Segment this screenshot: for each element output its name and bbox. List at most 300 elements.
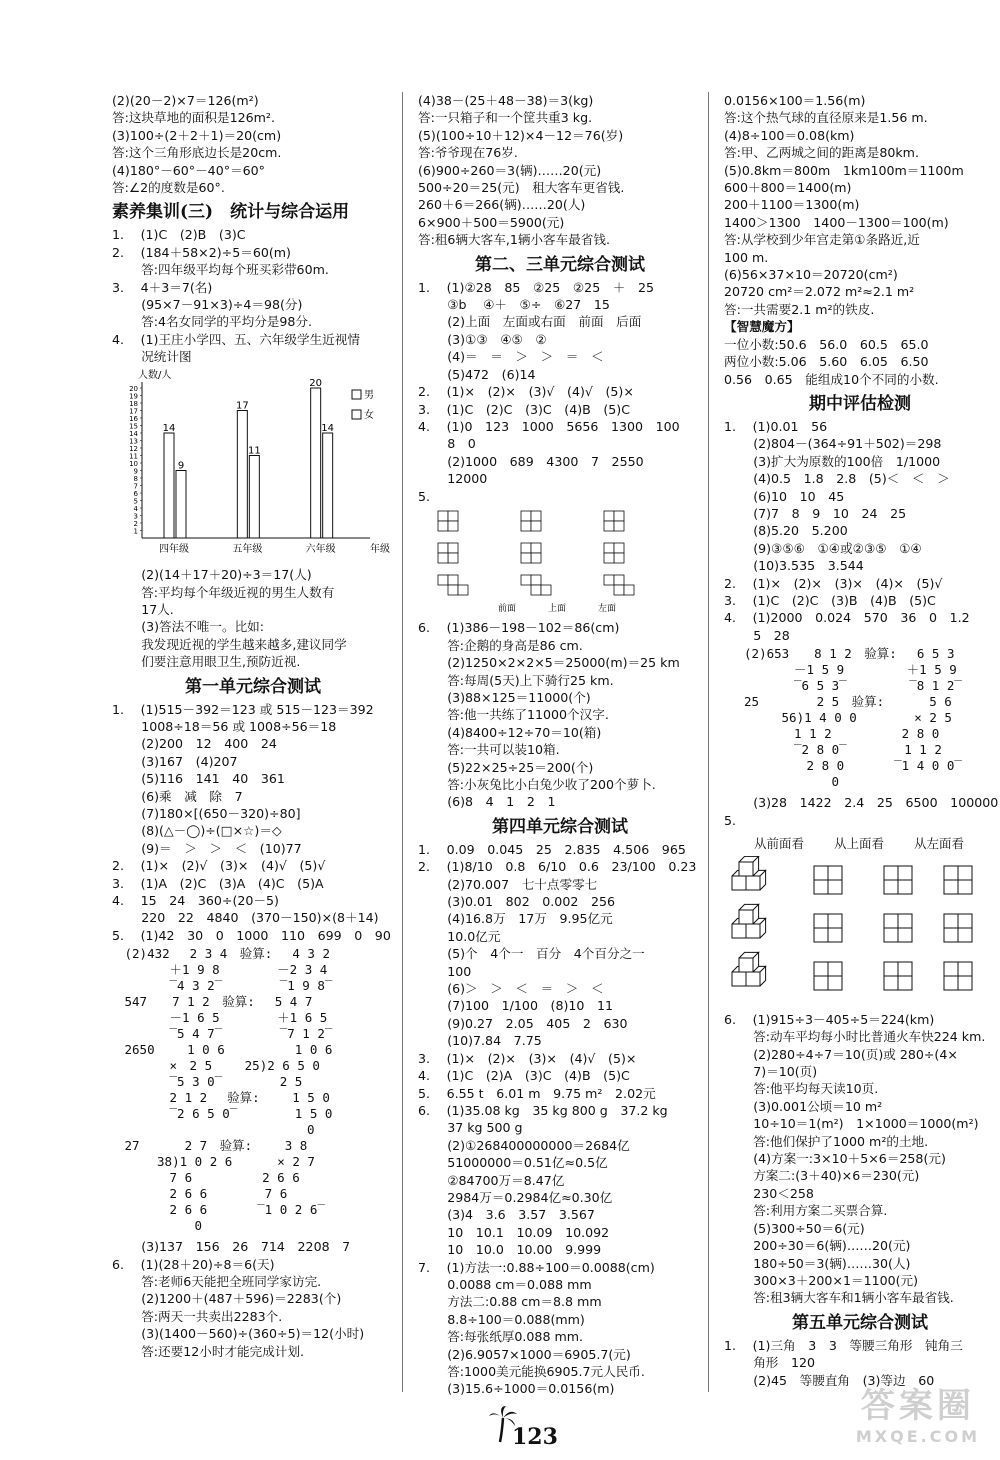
y-tick-label: 15 — [129, 422, 138, 431]
text-line: 答:每张纸厚0.088 mm. — [418, 1329, 583, 1345]
text-line: 我发现近视的学生越来越多,建议同学 — [112, 636, 347, 652]
view-square — [944, 962, 958, 976]
column-2 — [418, 92, 702, 1398]
text-line: 3. (1)× (2)× (3)× (4)√ (5)× — [418, 1050, 637, 1066]
three-views-figure — [418, 505, 688, 615]
text-line: 答:利用方案二买票合算. — [724, 1203, 888, 1219]
watermark-url: MXQE.COM — [855, 1427, 980, 1446]
column-1 — [112, 92, 394, 1360]
text-line: ‾5 3 0‾ 2 5 — [112, 1074, 303, 1090]
view-square — [884, 976, 898, 990]
text-line: 6. (1)915÷3－405÷5＝224(km) — [724, 1011, 935, 1027]
text-line: 20720 cm²＝2.072 m²≈2.1 m² — [724, 284, 915, 300]
text-line: 10 10.0 10.00 9.999 — [418, 1242, 602, 1258]
grid-square — [438, 521, 448, 531]
grid-square — [531, 575, 541, 585]
c3-s1b-block — [724, 794, 999, 829]
grid-square — [531, 511, 541, 521]
text-line: 答:1000美元能换6905.7元人民币. — [418, 1364, 645, 1379]
grid-square — [448, 511, 458, 521]
text-line: 500÷20＝25(元) 租大客车更省钱. — [418, 180, 625, 196]
c1-arithmetic-block — [112, 946, 394, 1234]
view-square — [898, 914, 912, 928]
text-line: ‾2 8 0‾ 1 1 2 — [724, 742, 942, 758]
text-line: 2 8 0 ‾1 4 0 0‾ — [724, 758, 962, 774]
watermark-logo-text: 答案圈 — [860, 1386, 975, 1426]
view-square — [814, 914, 828, 928]
grid-square — [614, 575, 624, 585]
view-square — [814, 976, 828, 990]
text-line: 2 6 6 7 6 — [112, 1186, 288, 1202]
text-line: 1. (1)C (2)B (3)C — [112, 227, 246, 243]
text-line: (3)(1400－560)÷(360÷5)＝12(小时) — [112, 1326, 365, 1342]
text-line: 答:还要12小时才能完成计划. — [112, 1343, 304, 1359]
text-line: 180÷50＝3(辆)……30(人) — [724, 1255, 911, 1271]
grid-square — [448, 521, 458, 531]
text-line: 答:这个热气球的直径原来是1.56 m. — [724, 110, 928, 126]
text-line: 答:一共可以装10箱. — [418, 742, 560, 758]
text-line: 方案二:(3＋40)×6＝230(元) — [724, 1168, 920, 1184]
text-line: 0 — [724, 774, 840, 790]
text-line: 547 7 1 2 验算: 5 4 7 — [112, 994, 313, 1010]
text-line: (2)804－(364÷91＋502)＝298 — [724, 436, 942, 452]
text-line: 1. (1)515－392＝123 或 515－123＝392 — [112, 701, 374, 717]
text-line: (5)300÷50＝6(元) — [724, 1220, 865, 1236]
y-tick-label: 19 — [129, 392, 138, 401]
grid-square — [521, 553, 531, 563]
text-line: 10÷10＝1(m²) 1×1000＝1000(m²) — [724, 1116, 979, 1132]
c1-top-block — [112, 92, 394, 196]
y-tick-label: 12 — [129, 444, 138, 453]
text-line: (95×7－91×3)÷4＝98(分) — [112, 297, 303, 313]
text-line: 6. (1)35.08 kg 35 kg 800 g 37.2 kg — [418, 1102, 668, 1118]
text-line: 5. (1)42 30 0 1000 110 699 0 90 — [112, 927, 391, 943]
text-line: (4)16.8万 17万 9.95亿元 — [418, 911, 613, 927]
view-square — [828, 962, 842, 976]
text-line: 6. (1)386－198－102＝86(cm) — [418, 620, 620, 636]
text-line: 答:甲、乙两城之间的距离是80km. — [724, 145, 919, 161]
text-line: 7. (1)方法一:0.88÷100＝0.0088(cm) — [418, 1259, 655, 1275]
section-title-unit23: 第二、三单元综合测试 — [475, 254, 645, 275]
text-line: 答:一只箱子和一个筐共重3 kg. — [418, 110, 593, 126]
view-square — [828, 866, 842, 880]
view-square — [944, 928, 958, 942]
text-line: (5)0.8km＝800m 1km100m＝1100m — [724, 162, 964, 178]
text-line: 0.0156×100＝1.56(m) — [724, 93, 866, 108]
text-line: 3. (1)A (2)C (3)A (4)C (5)A — [112, 875, 324, 891]
view-square — [884, 962, 898, 976]
grid-square — [531, 543, 541, 553]
cube-shape — [739, 905, 759, 925]
text-line: 27 2 7 验算: 3 8 — [112, 1138, 308, 1154]
bar-男 — [237, 410, 247, 538]
text-line: 7 6 2 6 6 — [112, 1170, 300, 1186]
text-line: 4. (1)王庄小学四、五、六年级学生近视情 — [112, 331, 360, 347]
c1-s2-block — [112, 701, 394, 945]
y-axis-label: 人数/人 — [138, 369, 172, 381]
text-line: (9)0.27 2.05 405 2 630 — [418, 1015, 628, 1031]
text-line: 答:小灰兔比小白兔少收了200个萝卜. — [418, 777, 656, 792]
bar-value-label: 20 — [309, 377, 323, 389]
bar-女 — [323, 433, 333, 538]
text-line: 200÷30＝6(辆)……20(元) — [724, 1238, 911, 1254]
grid-square — [448, 575, 458, 585]
legend-swatch — [352, 410, 361, 419]
text-line: (2)653 8 1 2 验算: 6 5 3 — [724, 646, 955, 662]
view-headers — [754, 835, 996, 852]
grid-square — [614, 553, 624, 563]
text-line: ＋1 9 8 －2 3 4 — [112, 962, 328, 978]
view-square — [828, 880, 842, 894]
text-line: (3)扩大为原数的100倍 1/1000 — [724, 453, 941, 469]
text-line: －1 6 5 ＋1 6 5 — [112, 1010, 328, 1026]
view-header-top: 从上面看 — [834, 836, 885, 851]
text-line: 17人. — [112, 601, 174, 617]
text-line: 答:租3辆大客车和1辆小客车最省钱. — [724, 1290, 954, 1306]
text-line: 0 — [112, 1122, 315, 1138]
text-line: 答:平均每个年级近视的男生人数有 — [112, 584, 335, 600]
view-label: 左面 — [598, 603, 617, 614]
text-line: (2)432 2 3 4 验算: 4 3 2 — [112, 946, 330, 962]
text-line: 37 kg 500 g — [418, 1120, 523, 1136]
text-line: 3. (1)C (2)C (3)B (4)B (5)C — [724, 592, 936, 608]
text-line: (9)③⑤⑥ ①④或②③⑤ ①④ — [724, 540, 922, 556]
text-line: 300×3＋200×1＝1100(元) — [724, 1272, 919, 1288]
view-square — [828, 914, 842, 928]
y-tick-label: 6 — [133, 489, 138, 498]
column-divider-2 — [708, 92, 709, 1392]
view-square — [958, 866, 972, 880]
cube-shape — [739, 953, 759, 973]
view-square — [958, 962, 972, 976]
text-line: 答:∠2的度数是60°. — [112, 180, 225, 196]
bar-value-label: 17 — [235, 400, 249, 412]
text-line: (7)7 8 9 10 24 25 — [724, 505, 907, 521]
text-line: 4. (1)0 123 1000 5656 1300 100 — [418, 418, 680, 434]
text-line: 5. — [724, 812, 737, 828]
text-line: 2. (1)× (2)× (3)× (4)× (5)√ — [724, 575, 943, 591]
y-tick-label: 7 — [133, 482, 138, 491]
text-line: 3. (1)C (2)C (3)C (4)B (5)C — [418, 401, 630, 417]
text-line: (4)方案一:3×10＋5×6＝258(元) — [724, 1151, 946, 1167]
grid-square — [531, 553, 541, 563]
text-line: (3)88×125＝11000(个) — [418, 689, 591, 705]
text-line: (2)1000 689 4300 7 2550 — [418, 453, 644, 469]
text-line: 2 1 2 验算: 1 5 0 — [112, 1090, 330, 1106]
text-line: (10)7.84 7.75 — [418, 1033, 542, 1049]
text-line: 1. (1)0.01 56 — [724, 418, 828, 434]
text-line: 7)＝10(页) — [724, 1064, 818, 1080]
text-line: 答:一共需要2.1 m²的铁皮. — [724, 301, 875, 317]
text-line: (2)(20－2)×7＝126(m²) — [112, 93, 259, 108]
view-square — [958, 880, 972, 894]
text-line: ‾2 6 5 0‾ 1 5 0 — [112, 1106, 333, 1122]
grid-square — [604, 575, 614, 585]
text-line: －1 5 9 ＋1 5 9 — [724, 662, 957, 678]
grid-square — [438, 543, 448, 553]
grid-square — [438, 575, 448, 585]
text-line: (4)180°－60°－40°＝60° — [112, 162, 265, 178]
view-square — [944, 976, 958, 990]
text-line: 答:4名女同学的平均分是98分. — [112, 314, 313, 330]
text-line: (3)28 1422 2.4 25 6500 100000 — [724, 795, 999, 811]
text-line: 2. (1)× (2)× (3)√ (4)√ (5)× — [418, 384, 634, 400]
text-line: (4)8÷100＝0.08(km) — [724, 127, 855, 143]
y-tick-label: 5 — [133, 497, 138, 506]
section-title-unit5: 第五单元综合测试 — [792, 1312, 928, 1333]
view-square — [884, 880, 898, 894]
bar-chart — [112, 368, 392, 558]
text-line: × 2 5 25)2 6 5 0 — [112, 1058, 320, 1074]
grid-square — [458, 585, 468, 595]
bar-value-label: 14 — [321, 422, 335, 434]
c1-s1-block — [112, 226, 394, 365]
c2-s1-block — [418, 279, 702, 505]
view-square — [814, 962, 828, 976]
legend-label-女: 女 — [364, 409, 374, 421]
y-tick-label: 10 — [129, 459, 138, 468]
text-line: (5)472 (6)14 — [418, 366, 536, 382]
view-square — [958, 976, 972, 990]
view-square — [944, 866, 958, 880]
text-line: ‾5 4 7‾ ‾7 1 2‾ — [112, 1026, 333, 1042]
text-line: 0.56 0.65 能组成10个不同的小数. — [724, 371, 939, 387]
text-line: 2. (1)× (2)√ (3)× (4)√ (5)√ — [112, 858, 326, 874]
text-line: (10)3.535 3.544 — [724, 558, 864, 574]
view-square — [944, 880, 958, 894]
view-square — [898, 928, 912, 942]
text-line: (3)0.001公顷＝10 m² — [724, 1098, 883, 1114]
text-line: (8)5.20 5.200 — [724, 523, 848, 539]
c3-top-block — [724, 92, 996, 318]
c1-s1b-block — [112, 566, 394, 670]
text-line: (2)70.007 七十点零零七 — [418, 876, 598, 892]
text-line: 2984万＝0.2984亿≈0.30亿 — [418, 1189, 613, 1205]
text-line: (3)0.01 802 0.002 256 — [418, 894, 615, 910]
text-line: 25 2 5 验算: 5 6 — [724, 694, 952, 710]
grid-square — [614, 511, 624, 521]
text-line: ‾4 3 2‾ ‾1 9 8‾ — [112, 978, 333, 994]
text-line: ②84700万＝8.47亿 — [418, 1172, 565, 1188]
text-line: 答:他们保护了1000 m²的土地. — [724, 1133, 929, 1149]
text-line: 4. (1)C (2)A (3)C (4)B (5)C — [418, 1068, 630, 1084]
section-title-statistics: 素养集训(三) 统计与综合运用 — [112, 202, 350, 223]
c1-s2b-block — [112, 1238, 394, 1360]
view-square — [958, 914, 972, 928]
text-line: (2)上面 左面或右面 前面 后面 — [418, 314, 642, 330]
x-tick-label: 四年级 — [159, 543, 189, 555]
grid-square — [624, 585, 634, 595]
text-line: 56)1 4 0 0 × 2 5 — [724, 710, 952, 726]
view-square — [898, 976, 912, 990]
bar-男 — [311, 388, 321, 538]
grid-square — [448, 585, 458, 595]
bar-value-label: 11 — [247, 445, 261, 457]
view-label: 上面 — [548, 603, 567, 614]
grid-square — [438, 553, 448, 563]
text-line: 8 0 — [418, 436, 476, 452]
c2-top-block — [418, 92, 702, 249]
text-line: 100 — [418, 963, 472, 979]
text-line: (3)15.6÷1000＝0.0156(m) — [418, 1381, 615, 1397]
text-line: 5. — [418, 488, 431, 504]
text-line: 答:爷爷现在76岁. — [418, 145, 518, 161]
view-header-left: 从左面看 — [914, 836, 965, 851]
view-square — [958, 928, 972, 942]
text-line: 况统计图 — [112, 349, 192, 365]
y-tick-label: 2 — [133, 519, 138, 528]
x-tick-label: 六年级 — [305, 543, 336, 555]
view-square — [884, 928, 898, 942]
text-line: 5 28 — [724, 627, 790, 643]
cube-views-figure — [724, 856, 994, 1006]
view-header-front: 从前面看 — [754, 836, 805, 851]
c3-s1c-block — [724, 1011, 996, 1307]
text-line: ③b ④＋ ⑤÷ ⑥27 15 — [418, 297, 610, 313]
text-line: 答:这个三角形底边长是20cm. — [112, 145, 282, 161]
y-tick-label: 8 — [133, 474, 138, 483]
text-line: 答:他平均每天读10页. — [724, 1081, 879, 1097]
text-line: (4)0.5 1.8 2.8 (5)＜ ＜ ＞ — [724, 471, 950, 487]
text-line: 方法二:0.88 cm＝8.8 mm — [418, 1294, 602, 1310]
text-line: 51000000＝0.51亿≈0.5亿 — [418, 1155, 608, 1171]
text-line: 答:四年级平均每个班买彩带60m. — [112, 262, 329, 278]
text-line: 两位小数:5.06 5.60 6.05 6.50 — [724, 354, 929, 370]
y-tick-label: 14 — [129, 429, 138, 438]
text-line: 38)1 0 2 6 × 2 7 — [112, 1154, 315, 1170]
bar-女 — [176, 470, 186, 538]
view-label: 前面 — [498, 603, 517, 614]
text-line: 答:每周(5天)上下骑行25 km. — [418, 672, 614, 688]
grid-square — [614, 585, 624, 595]
y-tick-label: 18 — [129, 399, 138, 408]
grid-square — [614, 543, 624, 553]
view-square — [898, 880, 912, 894]
text-line: ‾6 5 3‾ ‾8 1 2‾ — [724, 678, 962, 694]
text-line: 角形 120 — [724, 1355, 816, 1371]
grid-square — [604, 521, 614, 531]
text-line: (2)6.9057×1000＝6905.7(元) — [418, 1346, 631, 1362]
bar-女 — [249, 455, 259, 538]
text-line: 100 m. — [724, 249, 769, 265]
text-line: (2)①268400000000＝2684亿 — [418, 1137, 630, 1153]
grid-square — [614, 521, 624, 531]
text-line: (5)(100÷10＋12)×4－12＝76(岁) — [418, 127, 624, 143]
y-tick-label: 20 — [129, 384, 138, 393]
text-line: (6)56×37×10＝20720(cm²) — [724, 267, 898, 283]
text-line: 10.0亿元 — [418, 928, 501, 944]
view-square — [898, 962, 912, 976]
text-line: (6)8 4 1 2 1 — [418, 794, 556, 810]
text-line: 8.8÷100＝0.088(mm) — [418, 1311, 585, 1327]
text-line: 2. (184＋58×2)÷5＝60(m) — [112, 244, 291, 260]
grid-square — [438, 511, 448, 521]
grid-square — [531, 585, 541, 595]
text-line: (6)＞ ＞ ＜ ＝ ＞ ＜ — [418, 981, 604, 997]
text-line: 3. 4＋3＝7(名) — [112, 279, 213, 295]
text-line: 1. (1)三角 3 3 等腰三角形 钝角三 — [724, 1337, 963, 1353]
text-line: (6)10 10 45 — [724, 488, 845, 504]
text-line: (5)116 141 40 361 — [112, 771, 285, 787]
y-tick-label: 16 — [129, 414, 138, 423]
grid-square — [531, 521, 541, 531]
text-line: 答:企鹅的身高是86 cm. — [418, 637, 583, 653]
text-line: (8)(△－◯)÷(□×☆)＝◇ — [112, 823, 282, 839]
text-line: (6)900÷260＝3(辆)……20(元) — [418, 162, 602, 178]
text-line: (5)个 4个一 百分 4个百分之一 — [418, 946, 645, 962]
text-line: 0 — [112, 1218, 203, 1234]
text-line: (3)137 156 26 714 2208 7 — [112, 1239, 351, 1255]
text-line: (2)200 12 400 24 — [112, 736, 277, 752]
text-line: 6×900＋500＝5900(元) — [418, 214, 565, 230]
text-line: 600＋800＝1400(m) — [724, 180, 852, 196]
legend-label-男: 男 — [364, 389, 374, 401]
text-line: 5. 6.55 t 6.01 m 9.75 m² 2.02元 — [418, 1085, 656, 1101]
text-line: (2)45 等腰直角 (3)等边 60 — [724, 1372, 935, 1388]
c3-arithmetic-block — [724, 646, 996, 790]
text-line: 答:两天一共卖出2283个. — [112, 1308, 283, 1324]
grid-square — [604, 511, 614, 521]
c3-s1-block — [724, 418, 996, 644]
legend-swatch — [352, 390, 361, 399]
text-line: 200＋1100＝1300(m) — [724, 197, 860, 213]
column-3 — [724, 92, 999, 1389]
text-line: 答:这块草地的面积是126m². — [112, 110, 275, 126]
text-line: (7)100 1/100 (8)10 11 — [418, 998, 614, 1014]
grid-square — [521, 575, 531, 585]
magic-title: 【智慧魔方】 — [724, 319, 800, 335]
y-tick-label: 11 — [129, 452, 138, 461]
text-line: 1 1 2 2 8 0 — [724, 726, 940, 742]
text-line: 6. (1)(28＋20)÷8＝6(天) — [112, 1256, 275, 1272]
view-square — [944, 914, 958, 928]
view-square — [884, 914, 898, 928]
text-line: (2)280÷4÷7＝10(页)或 280÷(4× — [724, 1046, 958, 1062]
text-line: 2. (1)8/10 0.8 6/10 0.6 23/100 0.23 — [418, 859, 697, 875]
x-tick-label: 五年级 — [232, 543, 263, 555]
text-line: 一位小数:50.6 56.0 60.5 65.0 — [724, 336, 929, 352]
text-line: (2)(14＋17＋20)÷3＝17(人) — [112, 567, 312, 583]
grid-square — [604, 553, 614, 563]
text-line: (6)乘 减 除 7 — [112, 788, 243, 804]
grid-square — [521, 543, 531, 553]
watermark — [856, 1378, 980, 1446]
y-tick-label: 4 — [133, 504, 138, 513]
column-divider-1 — [402, 92, 403, 1392]
section-title-midterm: 期中评估检测 — [809, 393, 911, 414]
view-square — [828, 928, 842, 942]
y-tick-label: 1 — [133, 527, 138, 536]
text-line: (2)1250×2×2×5＝25000(m)＝25 km — [418, 655, 680, 671]
view-square — [898, 866, 912, 880]
c2-s2-block — [418, 841, 702, 1398]
text-line: 1. 0.09 0.045 25 2.835 4.506 965 — [418, 841, 686, 857]
grid-square — [448, 543, 458, 553]
c3-magic-block — [724, 336, 996, 388]
text-line: (4)38－(25＋48－38)＝3(kg) — [418, 93, 594, 108]
x-axis-label: 年级 — [370, 543, 390, 555]
text-line: 220 22 4840 (370－150)×(8＋14) — [112, 910, 379, 926]
text-line: 4. (1)2000 0.024 570 36 0 1.2 — [724, 610, 970, 626]
grid-square — [521, 521, 531, 531]
text-line: 260＋6＝266(辆)……20(人) — [418, 197, 586, 213]
page-number: 123 — [512, 1424, 558, 1450]
y-tick-label: 13 — [129, 437, 138, 446]
section-title-unit1: 第一单元综合测试 — [185, 676, 321, 697]
text-line: (9)＝ ＞ ＞ ＜ (10)77 — [112, 840, 302, 856]
bar-value-label: 9 — [177, 460, 185, 472]
text-line: 答:租6辆大客车,1辆小客车最省钱. — [418, 232, 610, 248]
